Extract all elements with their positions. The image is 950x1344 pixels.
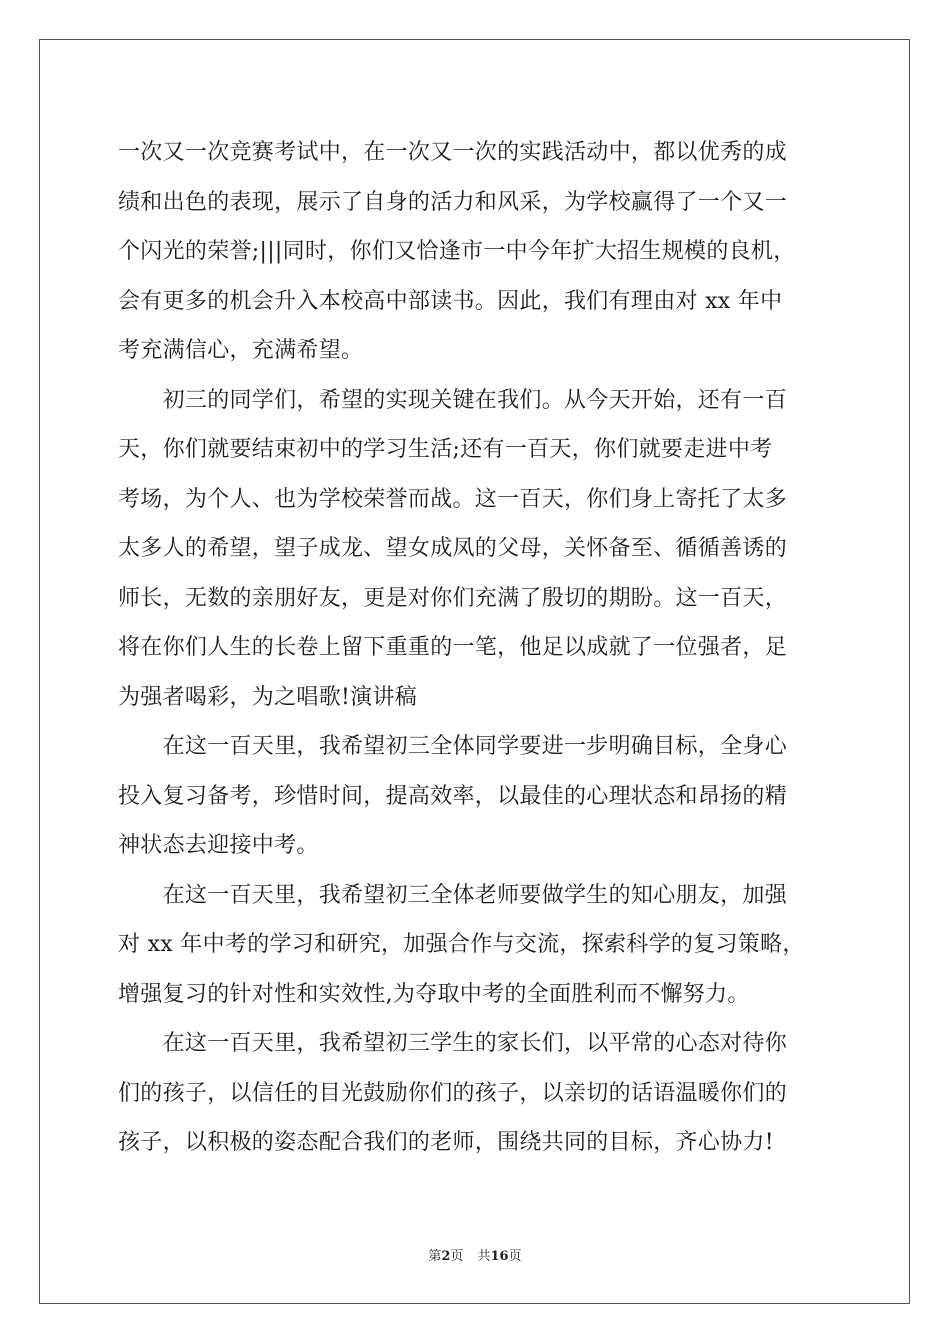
total-prefix: 共 — [477, 1249, 491, 1264]
text-line: 神状态去迎接中考。 — [118, 833, 319, 858]
page-footer — [0, 1245, 950, 1264]
text-line: 增强复习的针对性和实效性,为夺取中考的全面胜利而不懈努力。 — [118, 981, 750, 1007]
total-suffix: 页 — [508, 1249, 522, 1264]
text-line: 们的孩子，以信任的目光鼓励你们的孩子，以亲切的话语温暖你们的 — [118, 1080, 788, 1106]
text-line: 考充满信心，充满希望。 — [118, 338, 364, 363]
page-number: 2 — [441, 1249, 451, 1264]
text-line: 太多人的希望，望子成龙、望女成凤的父母，关怀备至、循循善诱的 — [118, 536, 788, 561]
text-line: 初三的同学们，希望的实现关键在我们。从今天开始，还有一百 — [118, 387, 788, 413]
text-line: 在这一百天里，我希望初三学生的家长们，以平常的心态对待你 — [118, 1031, 788, 1056]
text-line: 绩和出色的表现，展示了自身的活力和风采，为学校赢得了一个又一 — [118, 189, 788, 215]
text-line: 个闪光的荣誉;|||同时，你们又恰逢市一中今年扩大招生规模的良机， — [118, 239, 796, 264]
text-line: 在这一百天里，我希望初三全体同学要进一步明确目标，全身心 — [118, 734, 788, 759]
text-line: 孩子，以积极的姿态配合我们的老师，围绕共同的目标，齐心协力! — [118, 1130, 774, 1155]
text-line: 会有更多的机会升入本校高中部读书。因此，我们有理由对 xx 年中 — [118, 288, 783, 314]
text-line: 师长，无数的亲朋好友，更是对你们充满了殷切的期盼。这一百天， — [118, 585, 788, 611]
text-line: 天，你们就要结束初中的学习生活;还有一百天，你们就要走进中考 — [118, 437, 773, 462]
total-pages: 16 — [490, 1249, 509, 1264]
text-line: 考场，为个人、也为学校荣誉而战。这一百天，你们身上寄托了太多 — [118, 486, 788, 512]
text-line: 将在你们人生的长卷上留下重重的一笔，他足以成就了一位强者，足 — [118, 635, 788, 660]
text-line: 一次又一次竞赛考试中，在一次又一次的实践活动中，都以优秀的成 — [118, 140, 788, 165]
text-line: 为强者喝彩，为之唱歌!演讲稿 — [118, 684, 418, 710]
page-prefix: 第 — [428, 1249, 442, 1264]
document-body — [118, 128, 838, 1168]
text-line: 投入复习备考，珍惜时间，提高效率，以最佳的心理状态和昂扬的精 — [118, 783, 788, 809]
text-line: 对 xx 年中考的学习和研究，加强合作与交流，探索科学的复习策略， — [118, 932, 805, 957]
page-suffix: 页 — [450, 1249, 464, 1264]
text-line: 在这一百天里，我希望初三全体老师要做学生的知心朋友，加强 — [118, 882, 788, 908]
